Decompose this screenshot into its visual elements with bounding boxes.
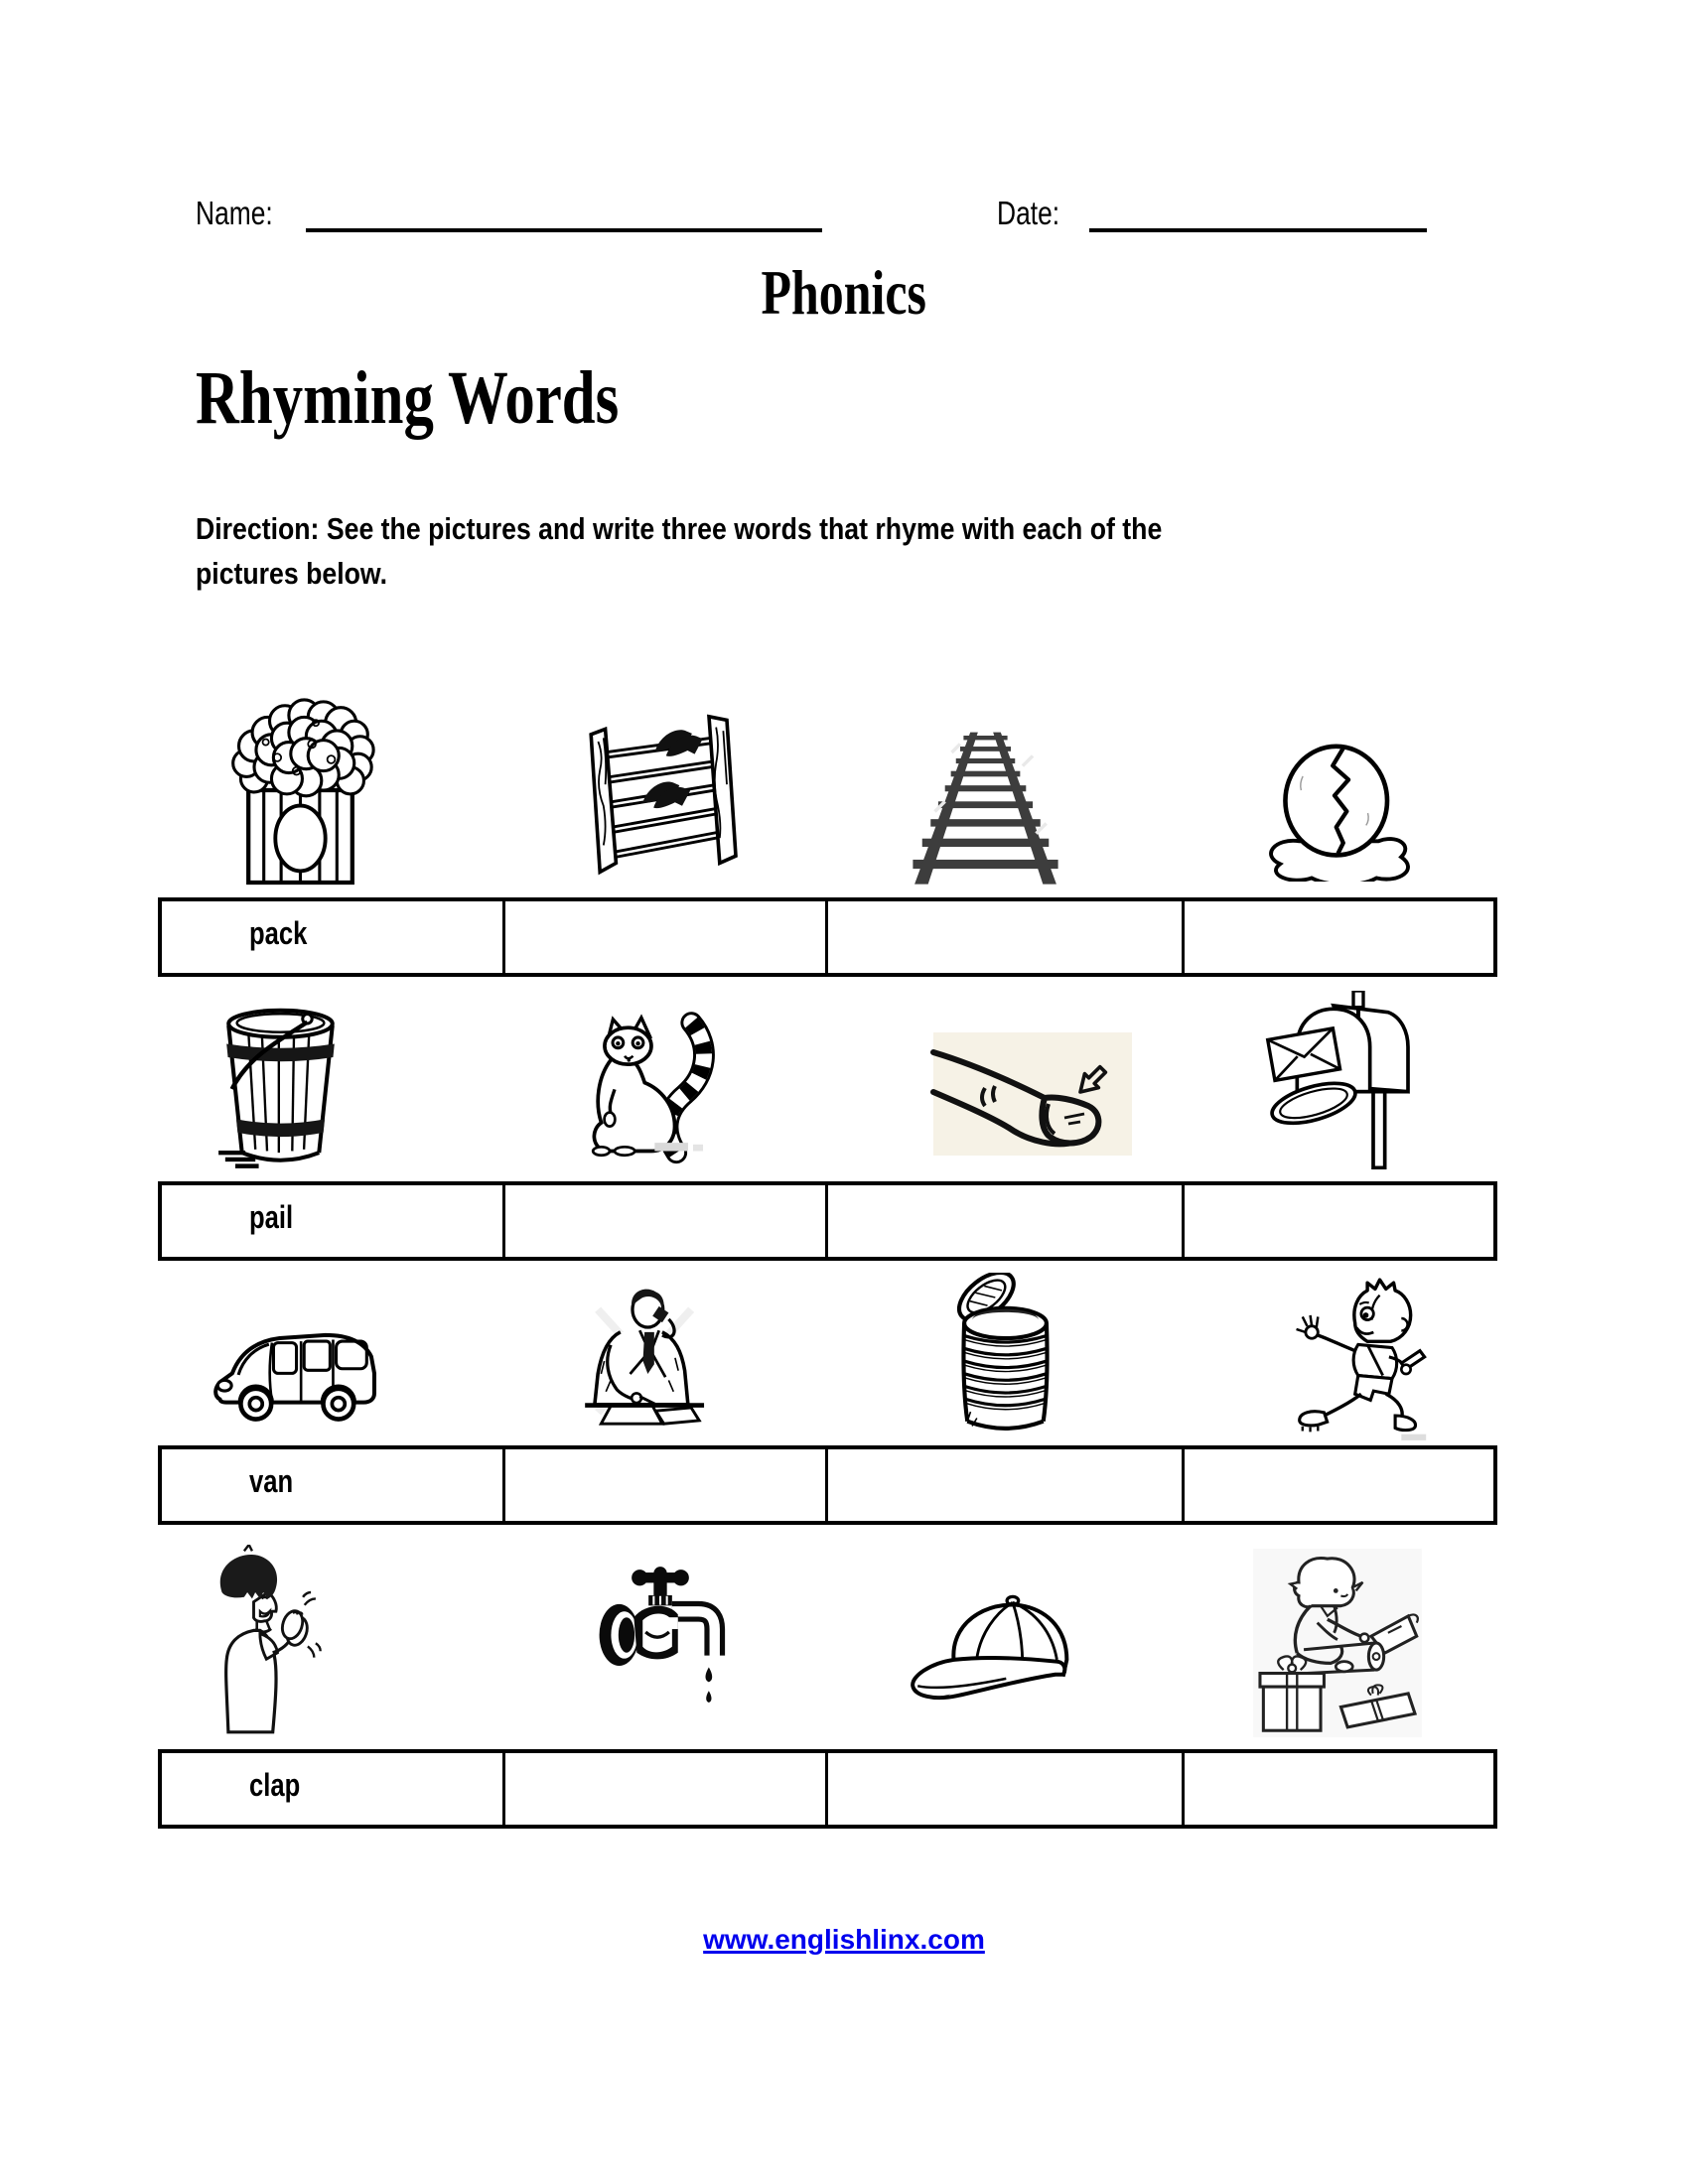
water-tap-image [576, 1559, 745, 1706]
man-at-desk-image [556, 1281, 730, 1441]
baseball-cap-image [904, 1584, 1102, 1715]
date-fill-line[interactable] [1089, 197, 1427, 232]
clapping-boy-image [149, 1545, 382, 1735]
wooden-pail-image [199, 999, 362, 1169]
cracked-egg-image [1246, 738, 1430, 882]
answer-blank-cell[interactable] [1182, 1185, 1493, 1257]
answer-blank-cell[interactable] [825, 1753, 1182, 1825]
answer-table-pack [158, 897, 1497, 977]
word-cell: pail [249, 1198, 294, 1235]
mail-box-image [1239, 991, 1428, 1169]
answer-table-van [158, 1445, 1497, 1525]
direction-line-1: Direction: See the pictures and write three words that rhyme with each of the [196, 511, 1163, 546]
word-cell: van [249, 1462, 294, 1499]
answer-blank-cell[interactable] [502, 1753, 825, 1825]
train-track-image [864, 719, 1107, 887]
tin-can-image [938, 1273, 1072, 1443]
shoe-rack-image [566, 705, 745, 886]
name-field [196, 195, 822, 232]
direction-line-2: pictures below. [196, 556, 388, 591]
answer-table-clap [158, 1749, 1497, 1829]
answer-table-pail [158, 1181, 1497, 1261]
word-cell: clap [249, 1766, 301, 1803]
direction-text [196, 506, 1477, 596]
answer-blank-cell[interactable] [825, 1185, 1182, 1257]
date-label: Date: [997, 195, 1060, 231]
word-cell: pack [249, 914, 308, 951]
date-field [997, 195, 1427, 232]
answer-blank-cell[interactable] [825, 901, 1182, 973]
answer-blank-cell[interactable] [502, 1185, 825, 1257]
answer-blank-cell[interactable] [502, 1449, 825, 1521]
lemur-with-striped-tail-image [526, 1003, 740, 1169]
website-link[interactable]: www.englishlinx.com [703, 1924, 985, 1955]
answer-blank-cell[interactable] [1182, 1449, 1493, 1521]
name-fill-line[interactable] [306, 197, 822, 232]
popcorn-pack-image [223, 693, 377, 887]
name-label: Name: [196, 195, 273, 231]
boy-wrapping-gifts-image [1243, 1549, 1432, 1737]
answer-blank-cell[interactable] [1182, 901, 1493, 973]
answer-blank-cell[interactable] [502, 901, 825, 973]
footer [0, 1924, 1688, 1956]
answer-blank-cell[interactable] [825, 1449, 1182, 1521]
worksheet-title: Phonics [761, 257, 927, 328]
van-image [191, 1318, 399, 1437]
thumb-nail-image [928, 1032, 1137, 1156]
running-boy-image [1256, 1277, 1445, 1443]
answer-blank-cell[interactable] [1182, 1753, 1493, 1825]
worksheet-heading: Rhyming Words [196, 356, 620, 440]
